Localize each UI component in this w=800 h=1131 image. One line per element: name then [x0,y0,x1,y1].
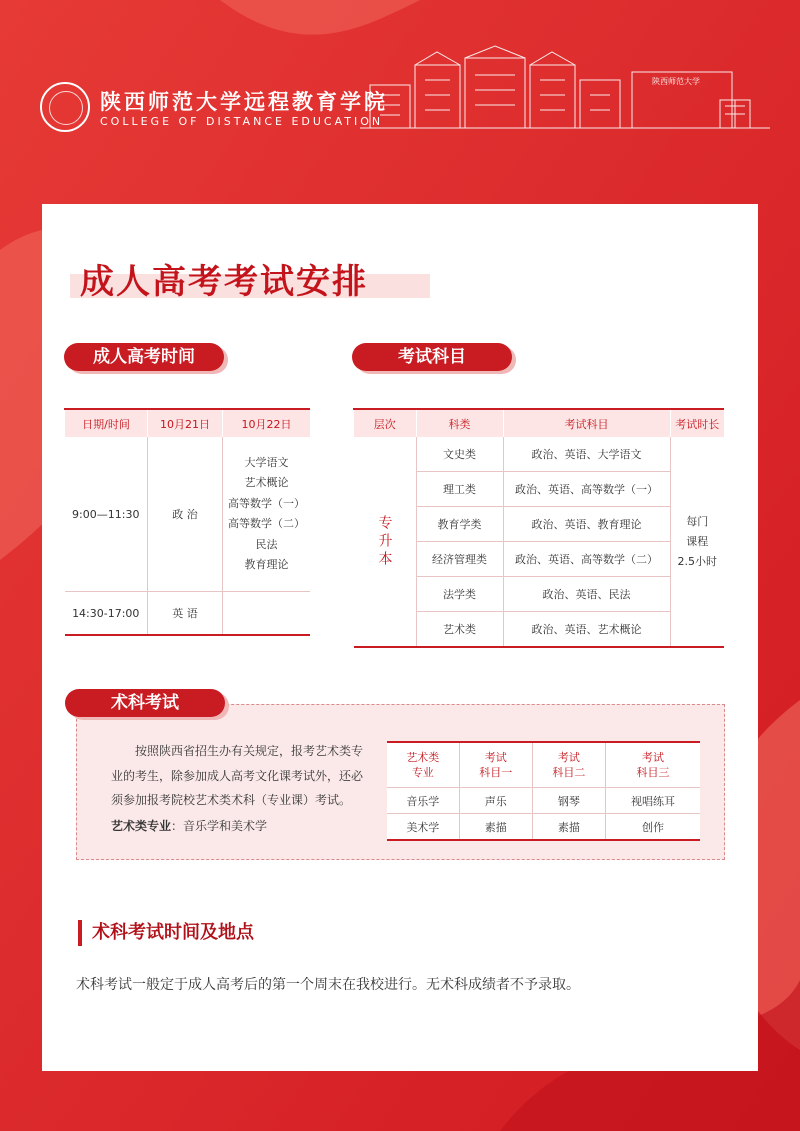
art-major-value: ：音乐学和美术学 [171,819,268,833]
subject-item: 高等数学（二） [228,517,305,530]
table-cell: 素描 [459,814,532,841]
content-card [42,204,758,1071]
table-cell: 钢琴 [532,788,605,814]
table-header: 考试 科目二 [532,742,605,788]
art-major-label: 艺术类专业 [111,819,172,833]
table-header: 10月21日 [148,409,223,437]
table-cell: 视唱练耳 [605,788,700,814]
subject-item: 教育理论 [244,558,289,571]
category-cell: 法学类 [416,577,503,612]
subjects-cell: 政治、英语、大学语文 [503,437,670,472]
art-exam-table [387,741,700,841]
university-seal-icon [40,82,90,132]
section-label-art-exam: 术科考试 [65,689,225,717]
table-cell: 美术学 [387,814,459,841]
duration-line: 每门 [686,514,709,528]
subject-cell: 政 治 [148,437,223,592]
subject-item: 高等数学（一） [228,496,305,510]
building-sign: 陕西师范大学 [652,77,700,86]
duration-line: 课程 [686,534,709,548]
duration-cell [670,437,724,647]
section-label-exam-time: 成人高考时间 [64,343,224,371]
category-cell: 理工类 [416,472,503,507]
level-cell [354,437,417,647]
section-label-exam-subjects: 考试科目 [352,343,512,371]
table-cell: 音乐学 [387,788,459,814]
table-header: 考试 科目一 [459,742,532,788]
subjects-cell: 政治、英语、民法 [503,577,670,612]
section-accent-bar [78,920,82,946]
time-cell: 9:00—11:30 [65,437,148,592]
subject-list-cell [223,437,311,592]
table-header: 考试科目 [503,409,670,437]
table-cell: 创作 [605,814,700,841]
exam-time-table [64,408,310,636]
college-name-en: COLLEGE OF DISTANCE EDUCATION [100,115,384,128]
subjects-cell: 政治、英语、高等数学（二） [503,542,670,577]
subject-cell-empty [223,592,311,636]
table-header: 考试 科目三 [605,742,700,788]
table-cell: 声乐 [459,788,532,814]
table-row [387,814,700,841]
art-major-line [111,817,267,834]
art-exam-box [76,704,725,860]
table-header: 日期/时间 [65,409,148,437]
header [0,0,800,200]
art-exam-text: 按照陕西省招生办有关规定，报考艺术类专业的考生，除参加成人高考文化课考试外，还必须参加报考院校艺术类术科（专业课）考试。 [111,744,364,807]
table-cell: 素描 [532,814,605,841]
art-exam-paragraph [111,739,366,813]
table-header: 层次 [354,409,417,437]
table-header: 考试时长 [670,409,724,437]
table-row [387,788,700,814]
subject-cell: 英 语 [148,592,223,636]
duration-line: 2.5小时 [677,554,717,568]
campus-building-icon [360,40,770,135]
subjects-cell: 政治、英语、艺术概论 [503,612,670,648]
level-text: 专升本 [376,514,393,569]
subjects-cell: 政治、英语、教育理论 [503,507,670,542]
table-row [65,437,311,592]
table-row [65,592,311,636]
page-title: 成人高考考试安排 [80,262,368,302]
subject-item: 大学语文 [244,455,289,469]
category-cell: 教育学类 [416,507,503,542]
exam-subjects-table [353,408,724,648]
table-row [354,437,725,472]
subject-item: 民法 [255,537,278,551]
table-header: 艺术类 专业 [387,742,459,788]
art-time-title: 术科考试时间及地点 [92,922,254,943]
category-cell: 艺术类 [416,612,503,648]
subjects-cell: 政治、英语、高等数学（一） [503,472,670,507]
category-cell: 经济管理类 [416,542,503,577]
category-cell: 文史类 [416,437,503,472]
subject-item: 艺术概论 [244,476,289,489]
art-time-text: 术科考试一般定于成人高考后的第一个周末在我校进行。无术科成绩者不予录取。 [76,977,580,993]
table-header: 科类 [416,409,503,437]
time-cell: 14:30-17:00 [65,592,148,636]
table-header: 10月22日 [223,409,311,437]
college-name-cn: 陕西师范大学远程教育学院 [100,89,388,114]
